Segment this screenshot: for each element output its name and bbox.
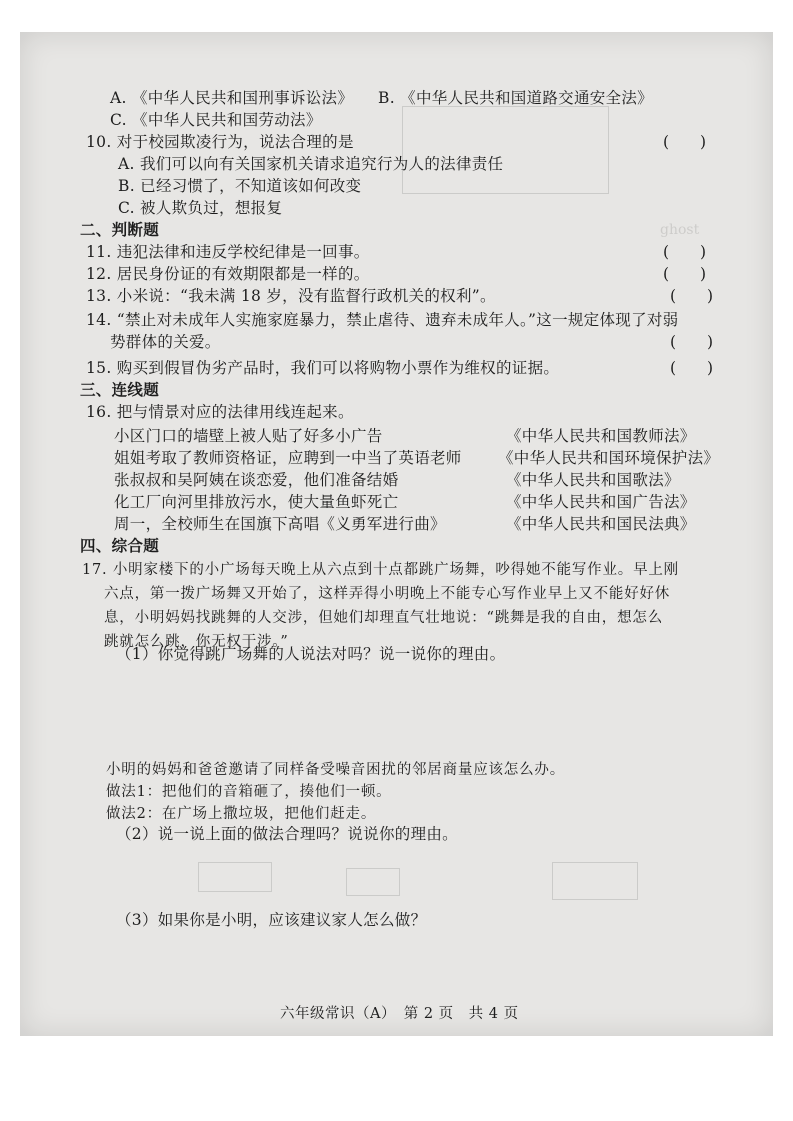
q10-option-c: C. 被人欺负过，想报复 — [118, 199, 283, 217]
q17-story-line-1: 17. 小明家楼下的小广场每天晚上从六点到十点都跳广场舞，吵得她不能写作业。早上刚 — [82, 562, 679, 578]
q17-plan-2: 做法2：在广场上撒垃圾，把他们赶走。 — [106, 806, 377, 822]
q17-plan-1: 做法1：把他们的音箱砸了，揍他们一顿。 — [106, 784, 392, 800]
section-comprehensive-title: 四、综合题 — [80, 536, 160, 555]
q10-answer-paren: ( ) — [663, 133, 707, 151]
q14-answer-paren: ( ) — [670, 333, 714, 351]
q9-option-c: C. 《中华人民共和国劳动法》 — [110, 111, 322, 129]
matching-right-2: 《中华人民共和国环境保护法》 — [498, 449, 720, 467]
q17-subquestion-3: （3）如果你是小明，应该建议家人怎么做？ — [116, 911, 427, 929]
q15-text: 15. 购买到假冒伪劣产品时，我们可以将购物小票作为维权的证据。 — [86, 359, 560, 377]
q9-option-a: A. 《中华人民共和国刑事诉讼法》 — [110, 89, 354, 107]
q17-context: 小明的妈妈和爸爸邀请了同样备受噪音困扰的邻居商量应该怎么办。 — [106, 762, 565, 778]
bleed-through-figure-c — [552, 862, 638, 900]
bleed-through-text: ghost — [660, 222, 700, 238]
q9-option-b: B. 《中华人民共和国道路交通安全法》 — [378, 89, 653, 107]
matching-right-3: 《中华人民共和国歌法》 — [506, 471, 680, 489]
q15-answer-paren: ( ) — [670, 359, 714, 377]
q11-text: 11. 违犯法律和违反学校纪律是一回事。 — [86, 243, 370, 261]
matching-right-1: 《中华人民共和国教师法》 — [506, 427, 696, 445]
q11-answer-paren: ( ) — [663, 243, 707, 261]
q17-story-line-2: 六点，第一拨广场舞又开始了，这样弄得小明晚上不能专心写作业早上又不能好好休 — [104, 586, 671, 602]
q17-subquestion-2: （2）说一说上面的做法合理吗？说说你的理由。 — [116, 825, 458, 843]
q16-stem: 16. 把与情景对应的法律用线连起来。 — [86, 403, 354, 421]
q17-story-line-4: 跳就怎么跳，你无权干涉。” — [104, 634, 289, 650]
q10-option-a: A. 我们可以向有关国家机关请求追究行为人的法律责任 — [118, 155, 504, 173]
q12-text: 12. 居民身份证的有效期限都是一样的。 — [86, 265, 370, 283]
matching-right-5: 《中华人民共和国民法典》 — [506, 515, 696, 533]
page-footer: 六年级常识（A） 第 2 页 共 4 页 — [280, 1006, 519, 1022]
bleed-through-table — [402, 106, 609, 194]
matching-left-3: 张叔叔和吴阿姨在谈恋爱，他们准备结婚 — [114, 471, 399, 489]
section-judgement-title: 二、判断题 — [80, 220, 160, 239]
q10-stem: 10. 对于校园欺凌行为，说法合理的是 — [86, 133, 354, 151]
q13-text: 13. 小米说：“我未满 18 岁，没有监督行政机关的权利”。 — [86, 287, 496, 305]
q14-text: 14. “禁止对未成年人实施家庭暴力，禁止虐待、遗弃未成年人。”这一规定体现了对弱 — [86, 311, 679, 329]
section-matching-title: 三、连线题 — [80, 380, 160, 399]
matching-left-4: 化工厂向河里排放污水，使大量鱼虾死亡 — [114, 493, 399, 511]
bleed-through-figure-b — [198, 862, 272, 892]
matching-left-5: 周一，全校师生在国旗下高唱《义勇军进行曲》 — [114, 515, 446, 533]
exam-page — [20, 32, 773, 1036]
q17-subquestion-1: （1）你觉得跳广场舞的人说法对吗？说一说你的理由。 — [116, 645, 506, 663]
matching-left-2: 姐姐考取了教师资格证，应聘到一中当了英语老师 — [114, 449, 462, 467]
q13-answer-paren: ( ) — [670, 287, 714, 305]
q14-text-cont: 势群体的关爱。 — [110, 333, 221, 351]
q12-answer-paren: ( ) — [663, 265, 707, 283]
q10-option-b: B. 已经习惯了，不知道该如何改变 — [118, 177, 362, 195]
matching-right-4: 《中华人民共和国广告法》 — [506, 493, 696, 511]
q17-story-line-3: 息，小明妈妈找跳舞的人交涉，但她们却理直气壮地说：“跳舞是我的自由，想怎么 — [104, 610, 664, 626]
matching-left-1: 小区门口的墙壁上被人贴了好多小广告 — [114, 427, 383, 445]
bleed-through-figure-a — [346, 868, 400, 896]
